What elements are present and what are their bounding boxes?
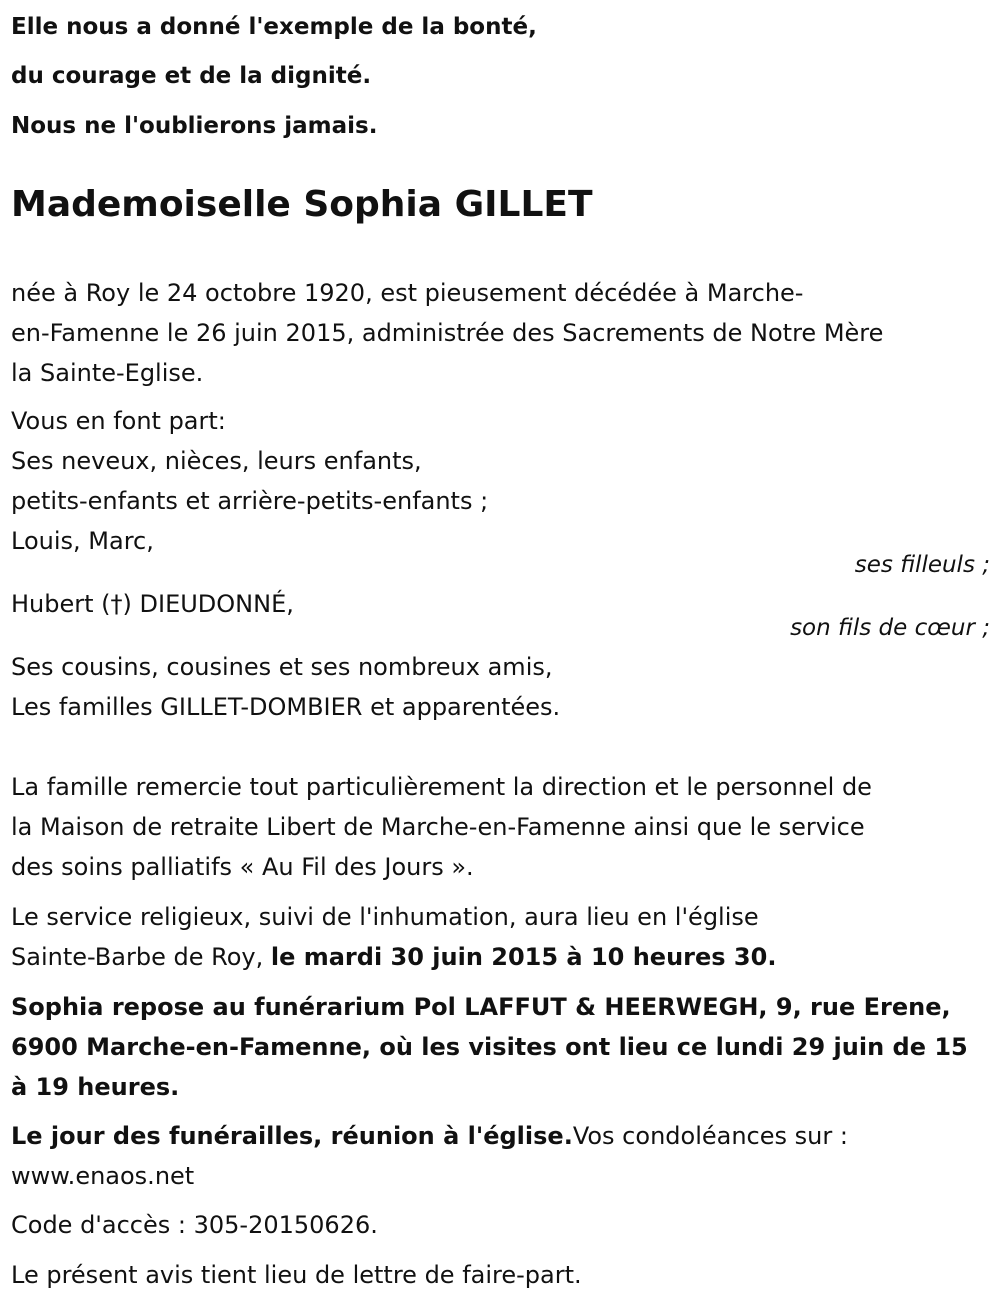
meeting-info: Le jour des funérailles, réunion à l'église. <box>11 1122 573 1150</box>
deceased-name: Mademoiselle Sophia GILLET <box>11 184 593 225</box>
birth-death-line-3: la Sainte-Eglise. <box>11 359 204 387</box>
heart-son-role: son fils de cœur ; <box>790 615 990 641</box>
family-cousins: Ses cousins, cousines et ses nombreux amis, <box>11 653 553 681</box>
notice-line: Le présent avis tient lieu de lettre de faire-part. <box>11 1261 582 1289</box>
service-line-1: Le service religieux, suivi de l'inhumation, aura lieu en l'église <box>11 903 759 931</box>
funerarium-line-1: Sophia repose au funérarium Pol LAFFUT & HEERWEGH, 9, rue Erene, <box>11 993 951 1021</box>
service-datetime: le mardi 30 juin 2015 à 10 heures 30. <box>270 943 777 971</box>
service-line-2 <box>11 942 776 972</box>
service-church: Sainte-Barbe de Roy, <box>11 943 264 971</box>
meeting-line <box>11 1121 848 1151</box>
motto-line-3: Nous ne l'oublierons jamais. <box>11 113 378 139</box>
godchildren-names: Louis, Marc, <box>11 527 154 555</box>
motto-line-1: Elle nous a donné l'exemple de la bonté, <box>11 14 537 40</box>
funerarium-line-2: 6900 Marche-en-Famenne, où les visites ont lieu ce lundi 29 juin de 15 <box>11 1033 968 1061</box>
family-families: Les familles GILLET-DOMBIER et apparentées. <box>11 693 561 721</box>
godchildren-role: ses filleuls ; <box>854 552 990 578</box>
birth-death-line-1: née à Roy le 24 octobre 1920, est pieusement décédée à Marche- <box>11 279 804 307</box>
birth-death-line-2: en-Famenne le 26 juin 2015, administrée des Sacrements de Notre Mère <box>11 319 884 347</box>
condolences-label: Vos condoléances sur : <box>572 1122 848 1150</box>
family-grandchildren: petits-enfants et arrière-petits-enfants ; <box>11 487 489 515</box>
thanks-line-2: la Maison de retraite Libert de Marche-en-Famenne ainsi que le service <box>11 813 865 841</box>
family-intro: Vous en font part: <box>11 407 226 435</box>
motto-line-2: du courage et de la dignité. <box>11 63 372 89</box>
family-nephews: Ses neveux, nièces, leurs enfants, <box>11 447 422 475</box>
condolences-website: www.enaos.net <box>11 1162 195 1190</box>
thanks-line-3: des soins palliatifs « Au Fil des Jours ». <box>11 853 474 881</box>
access-code: Code d'accès : 305-20150626. <box>11 1211 378 1239</box>
funerarium-line-3: à 19 heures. <box>11 1073 180 1101</box>
thanks-line-1: La famille remercie tout particulièrement la direction et le personnel de <box>11 773 872 801</box>
heart-son-name: Hubert (†) DIEUDONNÉ, <box>11 590 294 618</box>
